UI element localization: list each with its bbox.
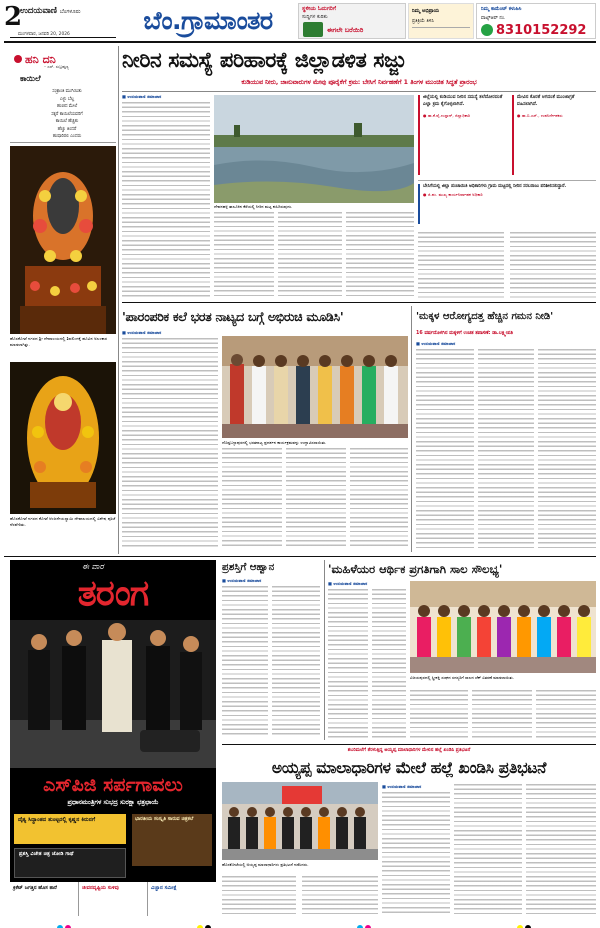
dance-event-photo (222, 336, 408, 438)
promo-ad-1: ಸ್ಥಳೀಯ ಓದುಗರಿಗೆ ಸುದ್ದಿಗಳ ಕುರಿತು ಈಗಲೇ ಬರೆಯಿರಿ (298, 3, 406, 39)
story2-dateline: ■ ಉದಯವಾಣಿ ಸಮಾಚಾರ (122, 330, 162, 335)
taranga-title: ತರಂಗ (77, 573, 149, 614)
lead-headline: ನೀರಿನ ಸಮಸ್ಯೆ ಪರಿಹಾರಕ್ಕೆ ಜಿಲ್ಲಾಡಳಿತ ಸಜ್ಜು (122, 48, 406, 72)
story4-headline: ಪ್ರಶಸ್ತಿಗೆ ಆಹ್ವಾನ (222, 562, 275, 573)
registration-marks (0, 918, 600, 928)
story6-body-col3 (382, 792, 450, 916)
quote-box-3: ಬೇಸಿಗೆಯಲ್ಲಿ ಜಿಲ್ಲಾ ಪಂಚಾಯಿತಿ ಅಧಿಕಾರಿಗಳು ಗ್ರಾಮ ಮಟ್ಟದಲ್ಲಿ ನೀರಿನ ಸರಬರಾಜು ಪರಿಶೀಲಿಸಲಿದ್ದಾರೆ. ● ಜಿ.ಪಂ. ಮುಖ್ಯ ಕಾರ್ಯನಿರ್ವಾಹಕ ಅಧಿಕಾರಿ (418, 184, 596, 224)
lake-photo-caption: ದೇವನಹಳ್ಳಿ ತಾಲೂಕಿನ ಕೆರೆಯಲ್ಲಿ ನೀರಿನ ಮಟ್ಟ ಕುಸಿದಿರುವುದು. (214, 204, 293, 209)
taranga-footer: ಕ್ರಿಕೆಟ್ ಜಗತ್ತಿನ ಹೊಸ ತಾರೆ ಜೀವನದೃಷ್ಟಿಯ ಸುಳಿವು ವಿಜ್ಞಾನ ಸಮೀಕ್ಷೆ (10, 882, 216, 916)
date-line: ಮಂಗಳವಾರ, ಜನವರಿ 20, 2026 (18, 32, 70, 37)
promo-ad-2: ನಿಮ್ಮ ಅಭಿಪ್ರಾಯ ಪ್ರತಿಕ್ರಿಯೆ ತಿಳಿಸಿ (408, 3, 474, 39)
page-number: 2 (4, 2, 23, 32)
story6-headline: ಅಯ್ಯಪ್ಪ ಮಾಲಾಧಾರಿಗಳ ಮೇಲೆ ಹಲ್ಲೆ ಖಂಡಿಸಿ ಪ್ರತಿಭಟನೆ (271, 759, 547, 777)
story5-headline: 'ಮಹಿಳೆಯರ ಆರ್ಥಿಕ ಪ್ರಗತಿಗಾಗಿ ಸಾಲ ಸೌಲಭ್ಯ' (328, 562, 503, 576)
story2-body-col3 (286, 448, 346, 548)
story2-body-col2 (222, 448, 282, 548)
story6-kicker: ಶಬರಿಮಲೆಗೆ ತೆರಳುತ್ತಿದ್ದ ಅಯ್ಯಪ್ಪ ಮಾಲಾಧಾರಿಗಳ ಮೇಲಿನ ಹಲ್ಲೆ ಖಂಡಿಸಿ ಪ್ರತಿಭಟನೆ (347, 748, 471, 753)
phone-number: 8310152292 (496, 23, 587, 38)
story3-body-col2 (478, 349, 534, 549)
story6-body-col4 (454, 784, 522, 916)
story5-body-col4 (472, 690, 532, 740)
story5-body-col2 (372, 589, 406, 739)
whatsapp-icon (481, 24, 493, 36)
story5-body-col5 (536, 690, 596, 740)
story3-dateline: ■ ಉದಯವಾಣಿ ಸಮಾಚಾರ (416, 341, 456, 346)
lead-body-col3 (278, 212, 342, 298)
section-title: ಬೆಂ.ಗ್ರಾಮಾಂತರ (143, 6, 273, 35)
story5-body-col3 (410, 690, 468, 740)
paper-name: ಉದಯವಾಣಿ ಬೆಂಗಳೂರು (20, 6, 81, 16)
protest-photo-caption: ಹೊಸಕೋಟೆಯಲ್ಲಿ ಅಯ್ಯಪ್ಪ ಮಾಲಾಧಾರಿಗಳು ಪ್ರತಿಭಟನೆ ನಡೆಸಿದರು. (222, 862, 309, 867)
story4-body-col1 (222, 586, 268, 736)
story2-body-col1 (122, 338, 218, 548)
lead-body-col1 (122, 102, 210, 298)
lead-dateline: ■ ಉದಯವಾಣಿ ಸಮಾಚಾರ (122, 94, 162, 99)
story6-body-col5 (526, 784, 596, 916)
anjaneya-photo (10, 362, 116, 514)
poem-title: ಕಾಯಿಲೆ (20, 74, 41, 83)
story6-body-col2 (302, 876, 378, 916)
masthead-rule (10, 37, 116, 38)
column-title: ಹನಿ ದನಿ (14, 48, 114, 62)
lead-body-col2 (214, 212, 274, 298)
story4-body-col2 (272, 586, 320, 736)
story5-dateline: ■ ಉದಯವಾಣಿ ಸಮಾಚಾರ (328, 581, 368, 586)
women-group-photo (410, 581, 596, 673)
shivalinga-photo (10, 146, 116, 334)
taranga-cover-headline: ಎಸ್‌ಪಿಜಿ ಸರ್ಪಗಾವಲು (43, 774, 183, 796)
lead-body-col6 (510, 232, 596, 298)
photo-caption-2: ಹೊಸಕೋಟೆ ನಗರದ ಕೋಟೆ ಆಂಜನೇಯಸ್ವಾಮಿ ದೇವಾಲಯದಲ್ಲಿ ವಿಶೇಷ ಪೂಜೆ ನೆರವೇರಿತು. (10, 516, 116, 527)
quote-box-2: ಮೇವಿನ ಕೊರತೆ ಆಗದಂತೆ ಮುಂಜಾಗ್ರತೆ ವಹಿಸಲಾಗಿದೆ. ● ಡಾ.ಬಿ.ಎಸ್., ಉಪನಿರ್ದೇಶಕರು (512, 95, 596, 175)
story6-body-col1 (222, 876, 296, 916)
story4-dateline: ■ ಉದಯವಾಣಿ ಸಮಾಚಾರ (222, 578, 262, 583)
taranga-item-2: ಭಾರತೀಯ ಸಂಸ್ಕೃತಿ ಸಾರುವ ಚಿತ್ರಕಲೆ (132, 814, 212, 866)
taranga-item-1: ದೈತ್ಯ ಸಿದ್ಧಾಂತದ ತುಂಟ್ಟರಲ್ಲಿ ಕೃಷ್ಣನ ಕಿರುನಗೆ (14, 814, 126, 844)
story3-body-col3 (538, 349, 596, 549)
story3-headline: 'ಮಕ್ಕಳ ಆರೋಗ್ಯದತ್ತ ಹೆಚ್ಚಿನ ಗಮನ ನೀಡಿ' (416, 311, 554, 322)
column-author: – ಎಸ್. ಸುಬ್ರಹ್ಮಣ್ಯ (44, 64, 69, 69)
phone-icon (303, 22, 323, 37)
story2-headline: 'ಪಾರಂಪರಿಕ ಕಲೆ ಭರತ ನಾಟ್ಯದ ಬಗ್ಗೆ ಅಭಿರುಚಿ ಮೂಡಿಸಿ' (122, 309, 344, 324)
taranga-item-3: ಪ್ರಶಸ್ತಿ ವಿಜೇತ ಚಿತ್ರ ಜೋಡಿ ಗಾಥೆ (14, 848, 126, 878)
lead-body-col5 (418, 232, 504, 298)
promo-ad-3: ನಿಮ್ಮ ಕಾಮೆಂಟ್ ಕಳುಹಿಸಿ ವಾಟ್ಸ್‌ಆಪ್ ನಂ. 8310152292 (476, 3, 596, 39)
taranga-cover: ಈ ವಾರ ತರಂಗ ಎಸ್‌ಪಿಜಿ ಸರ್ಪಗಾವಲು ಪ್ರಧಾನಮಂತ್ರಿಗಳ ಸುಭದ್ರ ಸುರಕ್ಷಾ ಛತ್ರಛಾಯೆ ದೈತ್ಯ ಸಿದ್ಧಾಂತದ ತುಂಟ್ಟರಲ್ಲಿ ಕೃಷ್ಣನ ಕಿರುನಗೆ ಭಾರತೀಯ ಸಂಸ್ಕೃತಿ ಸಾರುವ ಚಿತ್ರಕಲೆ ಪ್ರಶಸ್ತಿ ವಿಜೇತ ಚಿತ್ರ ಜೋಡಿ ಗಾಥೆ ಕ್ರಿಕೆಟ್ ಜಗತ್ತಿನ ಹೊಸ ತಾರೆ ಜೀವನದೃಷ್ಟಿಯ ಸುಳಿವು ವಿಜ್ಞಾನ ಸಮೀಕ್ಷೆ (10, 560, 216, 916)
photo-caption-1: ಹೊಸಕೋಟೆ ನಗರದ ಶ್ರೀ ದೇವಾಲಯದಲ್ಲಿ ಶಿವಲಿಂಗಕ್ಕೆ ಹೂವಿನ ಅಲಂಕಾರ ಮಾಡಲಾಗಿತ್ತು. (10, 336, 108, 347)
women-photo-caption: ವಿಜಯಪುರದಲ್ಲಿ ಸ್ತ್ರೀಶಕ್ತಿ ಸಂಘದ ಸದಸ್ಯರಿಗೆ ಸಾಲದ ಚೆಕ್ ವಿತರಣೆ ಮಾಡಲಾಯಿತು. (410, 675, 515, 680)
lake-photo (214, 95, 414, 203)
story6-dateline: ■ ಉದಯವಾಣಿ ಸಮಾಚಾರ (382, 784, 422, 789)
story3-body-col1 (416, 349, 474, 549)
drop-icon (14, 55, 22, 63)
lead-deck: ಕುಡಿಯುವ ನೀರು, ಜಾನುವಾರುಗಳ ಮೇವು ಪೂರೈಕೆಗೆ ಕ್ರಮ: ಬೇಸಿಗೆ ನಿರ್ವಹಣೆಗೆ 1 ತಿಂಗಳ ಮುಂಚಿತ ಸಿದ್ಧತೆ ಪ್ರಾರಂಭ (241, 79, 477, 86)
header-rule (4, 41, 596, 43)
lead-body-col4 (346, 212, 414, 298)
story2-body-col4 (350, 448, 408, 548)
quote-box-1: ಜಿಲ್ಲೆಯಲ್ಲಿ ಕುಡಿಯುವ ನೀರಿನ ಸಮಸ್ಯೆ ತಲೆದೋರದಂತೆ ಎಲ್ಲಾ ಕ್ರಮ ಕೈಗೊಳ್ಳಲಾಗಿದೆ. ● ಡಾ.ಕೆ.ವೈ.ಉಸ್ತಾದ್, ಜಿಲ್ಲಾಧಿಕಾರಿ (418, 95, 508, 175)
poem-text: ಸಂಕ್ರಾಂತಿ ಮುಗಿಯಿತು ಎಳ್ಳು ಬೆಲ್ಲ ಹಂಚಿದ ಮೇಲೆ ಸಕ್ಕರೆ ಕಾಯಿಲೆಯವರಿಗೆ ಕಾಯಿಲೆ ಹೆಚ್ಚಿತು ಹೆಚ್ಚು ತಿಂದರೆ ಹುಷಾರಿರಲಿ ಎಂದರು (51, 89, 83, 139)
story3-deck: 16 ವರ್ಷದೊಳಗಿನ ಮಕ್ಕಳಿಗೆ ಉಚಿತ ತಪಾಸಣೆ: ಡಾ.ಲಕ್ಷ್ಮೀಪತಿ (416, 331, 513, 336)
protest-photo (222, 782, 378, 860)
story5-body-col1 (328, 589, 368, 739)
dance-photo-caption: ದೊಡ್ಡಬಳ್ಳಾಪುರದಲ್ಲಿ ಭರತನಾಟ್ಯ ಪ್ರದರ್ಶನ ಕಾರ್ಯಕ್ರಮವನ್ನು ಉದ್ಘಾಟಿಸಲಾಯಿತು. (222, 440, 327, 445)
